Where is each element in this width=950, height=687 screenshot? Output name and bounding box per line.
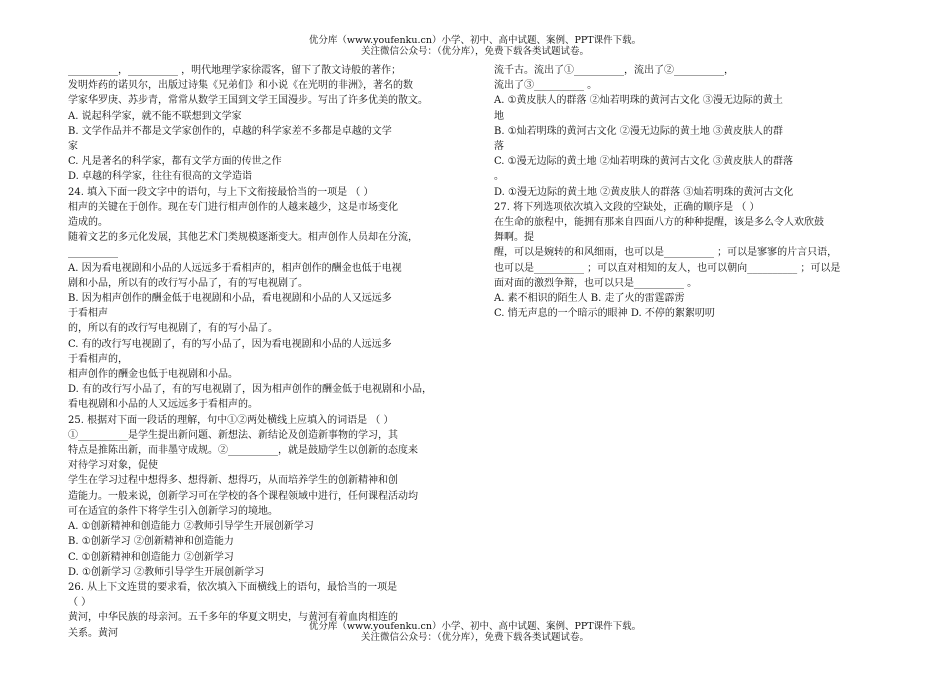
text-line: 造成的。: [68, 217, 108, 229]
text-line: 学家华罗庚、苏步青，常常从数学王国到文学王国漫步。写出了许多优美的散文。: [68, 95, 428, 107]
text-line: A. 素不相识的陌生人 B. 走了火的雷霆霹雳: [494, 293, 685, 305]
text-line: 醒，可以是婉转的和风细雨，也可以是__________ ；可以是寥寥的片言只语，: [494, 247, 838, 259]
text-line: 特点是推陈出新，而非墨守成规。②__________，就是鼓励学生以创新的态度来: [68, 445, 418, 457]
text-line: 于看相声: [68, 308, 108, 320]
text-line: 也可以是__________ ；可以直对相知的友人，也可以朝向__________ ；可以是: [494, 262, 841, 274]
text-line: 于看相声的，: [68, 353, 128, 365]
text-line: D. ①漫无边际的黄土地 ②黄皮肤人的群落 ③灿若明珠的黄河古文化: [494, 186, 794, 198]
text-line: A. ①创新精神和创造能力 ②教师引导学生开展创新学习: [68, 521, 314, 533]
page-header: [0, 35, 950, 57]
text-line: B. 因为相声创作的酬金低于电视剧和小品，看电视剧和小品的人又远远多: [68, 293, 392, 305]
text-line: C. 有的改行写电视剧了，有的写小品了，因为看电视剧和小品的人远远多: [68, 338, 392, 350]
text-line: 可在适宜的条件下将学生引入创新学习的境地。: [68, 505, 278, 517]
right-column: [494, 63, 894, 321]
text-line: 黄河，中华民族的母亲河。五千多年的华夏文明史，与黄河有着血肉相连的: [68, 612, 398, 624]
footer-line-2: 关注微信公众号：（优分库），免费下载各类试题试卷。: [360, 632, 589, 643]
text-line: 地: [494, 110, 504, 122]
text-line: （ ）: [68, 597, 92, 609]
text-line: A. 说起科学家，就不能不联想到文学家: [68, 110, 242, 122]
footer-line-1: 优分库（www.youfenku.cn）小学、初中、高中试题、案例、PPT课件下载。: [308, 621, 642, 632]
text-line: 26. 从上下文连贯的要求看，依次填入下面横线上的语句，最恰当的一项是: [68, 581, 398, 593]
text-line: 25. 根据对下面一段话的理解，句中①②两处横线上应填入的词语是 （ ）: [68, 414, 394, 426]
text-line: 27. 将下列选项依次填入文段的空缺处，正确的顺序是 （ ）: [494, 201, 760, 213]
text-line: 相声创作的酬金也低于电视剧和小品。: [68, 369, 238, 381]
text-line: 看电视剧和小品的人又远远多于看相声的。: [68, 399, 258, 411]
text-line: 剧和小品，所以有的改行写小品了，有的写电视剧了。: [68, 277, 308, 289]
text-line: B. ①创新学习 ②创新精神和创造能力: [68, 536, 234, 548]
text-line: 随着文艺的多元化发展，其他艺术门类规模逐渐变大。相声创作人员却在分流，: [68, 232, 418, 244]
header-line-1: 优分库（www.youfenku.cn）小学、初中、高中试题、案例、PPT课件下载。: [308, 35, 642, 46]
text-line: 流出了③__________ 。: [494, 80, 598, 92]
text-line: 。: [494, 171, 504, 183]
text-line: 在生命的旅程中，能拥有那来自四面八方的种种提醒，该是多么令人欢欣鼓: [494, 217, 824, 229]
text-line: D. ①创新学习 ②教师引导学生开展创新学习: [68, 566, 265, 578]
text-line: 关系。黄河: [68, 627, 118, 639]
header-line-2: 关注微信公众号：（优分库），免费下载各类试题试卷。: [360, 46, 589, 57]
text-line: 落: [494, 141, 504, 153]
text-line: 学生在学习过程中想得多、想得新、想得巧，从而培养学生的创新精神和创: [68, 475, 398, 487]
text-line: C. ①漫无边际的黄土地 ②灿若明珠的黄河古文化 ③黄皮肤人的群落: [494, 156, 793, 168]
text-line: ①__________是学生提出新问题、新想法、新结论及创造新事物的学习，其: [68, 429, 398, 441]
text-line: 舞啊。提: [494, 232, 534, 244]
page-footer: [0, 621, 950, 643]
text-line: 造能力。一般来说，创新学习可在学校的各个课程领域中进行，任何课程活动均: [68, 490, 418, 502]
text-line: 流千古。流出了①__________，流出了②__________，: [494, 65, 734, 76]
text-line: A. ①黄皮肤人的群落 ②灿若明珠的黄河古文化 ③漫无边际的黄土: [494, 95, 783, 107]
text-line: B. ①灿若明珠的黄河古文化 ②漫无边际的黄土地 ③黄皮肤人的群: [494, 125, 784, 137]
text-line: D. 有的改行写小品了，有的写电视剧了，因为相声创作的酬金低于电视剧和小品，: [68, 384, 433, 396]
text-line: 24. 填入下面一段文字中的语句，与上下文衔接最恰当的一项是 （ ）: [68, 186, 374, 198]
text-line: B. 文学作品并不都是文学家创作的，卓越的科学家差不多都是卓越的文学: [68, 125, 392, 137]
text-line: D. 卓越的科学家，往往有很高的文学造诣: [68, 171, 253, 183]
text-line: 发明炸药的诺贝尔，出版过诗集《兄弟们》和小说《在光明的非洲》，著名的数: [68, 80, 413, 92]
text-line: 面对面的激烈争辩，也可以只是__________ 。: [494, 277, 698, 289]
text-line: 相声的关键在于创作。现在专门进行相声创作的人越来越少，这是市场变化: [68, 201, 398, 213]
text-line: __________，__________ ，明代地理学家徐霞客，留下了散文诗般的著作；: [68, 65, 402, 76]
text-line: 对待学习对象，促使: [68, 460, 158, 472]
text-line: C. 悄无声息的一个暗示的眼神 D. 不停的絮絮叨叨: [494, 308, 715, 320]
text-line: C. ①创新精神和创造能力 ②创新学习: [68, 551, 234, 563]
text-line: 家: [68, 141, 78, 153]
text-line: 的，所以有的改行写电视剧了，有的写小品了。: [68, 323, 278, 335]
text-line: A. 因为看电视剧和小品的人远远多于看相声的，相声创作的酬金也低于电视: [68, 262, 402, 274]
text-line: __________: [68, 247, 118, 259]
text-line: C. 凡是著名的科学家，都有文学方面的传世之作: [68, 156, 282, 168]
left-column: [68, 63, 468, 641]
